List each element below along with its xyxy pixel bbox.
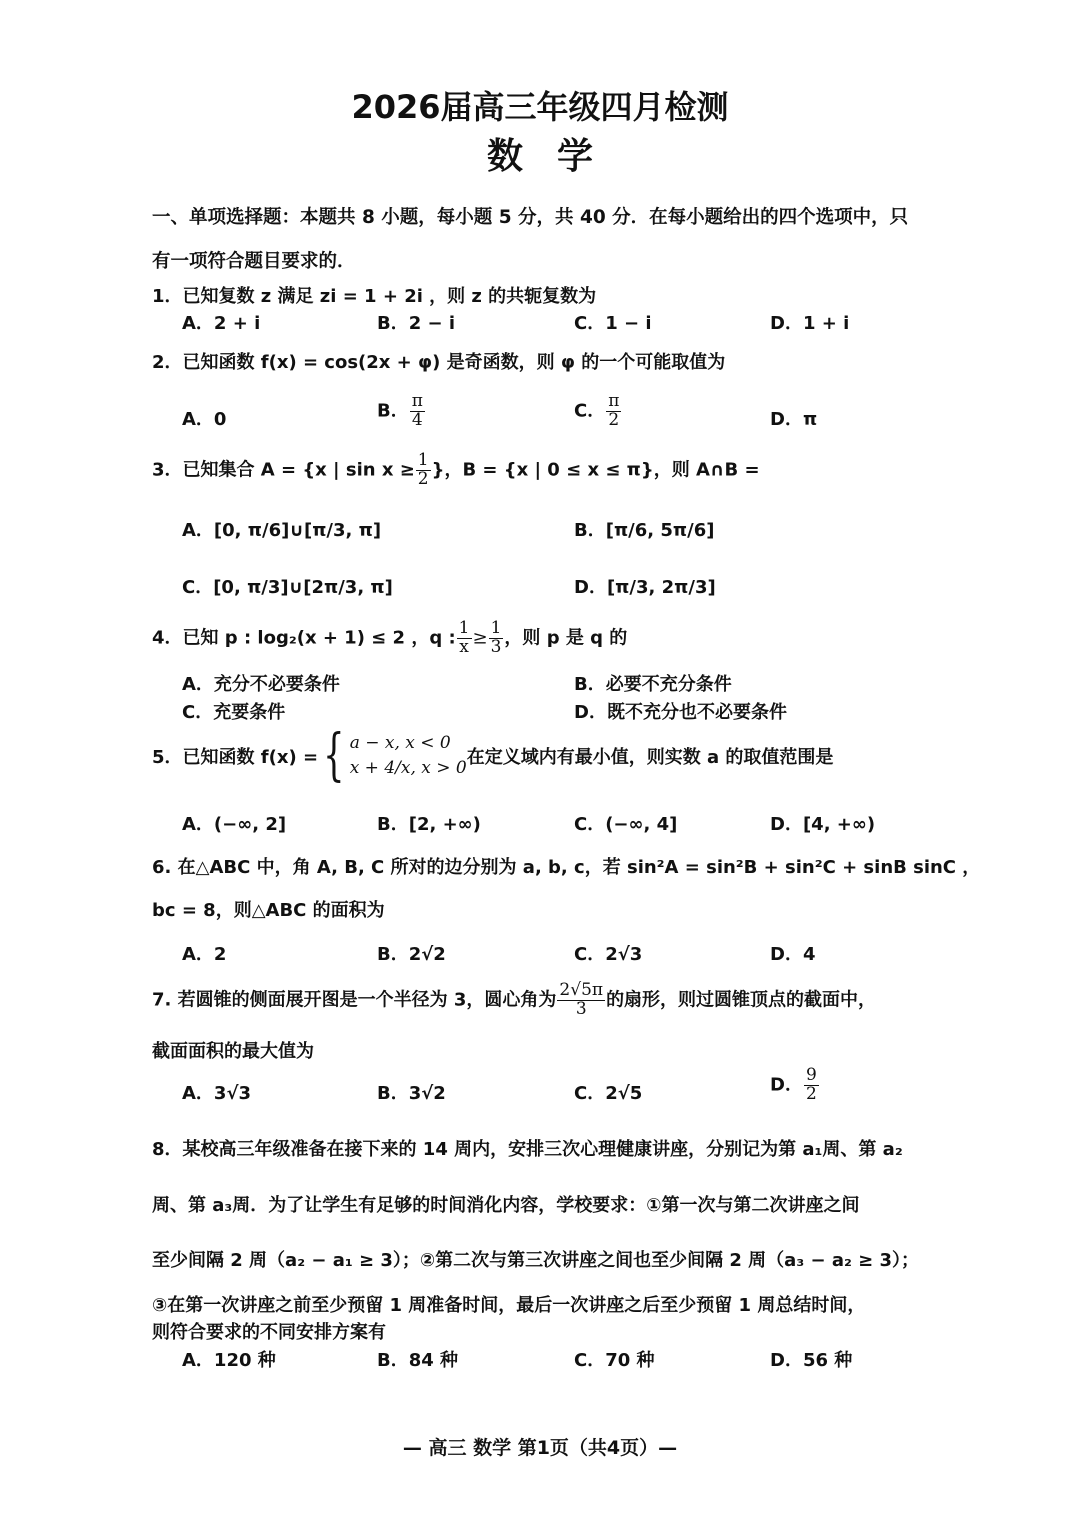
q8-option-a: A．120 种: [182, 1350, 276, 1371]
q6-option-a: A．2: [182, 944, 227, 965]
q6-option-c: C．2√3: [574, 944, 643, 965]
q6-stem-line2: bc = 8，则△ABC 的面积为: [152, 900, 385, 921]
q8-stem-line1: 8．某校高三年级准备在接下来的 14 周内，安排三次心理健康讲座，分别记为第 a₁周、第 a₂: [152, 1139, 903, 1160]
q5-option-b: B．[2, +∞): [377, 814, 481, 835]
q7-option-c: C．2√5: [574, 1083, 643, 1104]
q4-option-d: D．既不充分也不必要条件: [574, 702, 787, 723]
q3-stem: 3．已知集合 A = {x | sin x ≥ $\frac{1}{2}$ }，B = {x | 0 ≤ x ≤ π}，则 A∩B =: [152, 450, 760, 489]
q7-option-d: D． $\frac{9}{2}$: [770, 1065, 817, 1104]
q8-stem-line4: ③在第一次讲座之前至少预留 1 周准备时间，最后一次讲座之后至少预留 1 周总结时间，: [152, 1295, 866, 1316]
q2-option-d: D．π: [770, 409, 818, 430]
q8-option-c: C．70 种: [574, 1350, 655, 1371]
q2-option-b: B． $\frac{\pi}{4}$: [377, 391, 423, 430]
q8-option-d: D．56 种: [770, 1350, 853, 1371]
page-footer: — 高三 数学 第1页（共4页）—: [402, 1437, 678, 1459]
q7-option-a: A．3√3: [182, 1083, 251, 1104]
q1-stem: 1．已知复数 z 满足 zi = 1 + 2i ，则 z 的共轭复数为: [152, 286, 597, 307]
q4-option-c: C．充要条件: [182, 702, 286, 723]
q7-stem-line2: 截面面积的最大值为: [152, 1041, 314, 1062]
q8-option-b: B．84 种: [377, 1350, 459, 1371]
exam-title: 2026届高三年级四月检测: [351, 88, 729, 126]
section-instruction-line1: 一、单项选择题：本题共 8 小题，每小题 5 分，共 40 分．在每小题给出的四个选项中，只: [152, 207, 909, 228]
q6-option-d: D．4: [770, 944, 816, 965]
q1-option-b: B．2 − i: [377, 313, 456, 334]
q6-option-b: B．2√2: [377, 944, 446, 965]
q3-option-c: C．[0, π/3]∪[2π/3, π]: [182, 577, 393, 598]
q2-option-a: A．0: [182, 409, 227, 430]
q3-option-b: B．[π/6, 5π/6]: [574, 520, 715, 541]
q5-option-c: C．(−∞, 4]: [574, 814, 678, 835]
q5-option-a: A．(−∞, 2]: [182, 814, 287, 835]
q8-stem-line2: 周、第 a₃周．为了让学生有足够的时间消化内容，学校要求：①第一次与第二次讲座之间: [152, 1195, 860, 1216]
q7-stem-line1: 7. 若圆锥的侧面展开图是一个半径为 3，圆心角为 $\frac{2√5\pi}{3}$ 的扇形，则过圆锥顶点的截面中，: [152, 980, 877, 1019]
section-instruction-line2: 有一项符合题目要求的．: [152, 251, 356, 272]
q5-stem: 5．已知函数 f(x) = { a − x, x < 0 x + 4/x, x > 0 在定义域内有最小值，则实数 a 的取值范围是: [152, 723, 834, 788]
q4-stem: 4．已知 p : log₂(x + 1) ≤ 2 ，q : $\frac{1}{x}$ ≥ $\frac{1}{3}$ ，则 p 是 q 的: [152, 618, 628, 657]
q4-option-a: A．充分不必要条件: [182, 674, 340, 695]
q1-option-c: C．1 − i: [574, 313, 652, 334]
q8-stem-line3: 至少间隔 2 周（a₂ − a₁ ≥ 3）；②第二次与第三次讲座之间也至少间隔 2 周（a₃ − a₂ ≥ 3）；: [152, 1250, 919, 1271]
q1-option-a: A．2 + i: [182, 313, 261, 334]
piecewise-cases: a − x, x < 0 x + 4/x, x > 0: [349, 733, 467, 778]
q6-stem-line1: 6. 在△ABC 中，角 A, B, C 所对的边分别为 a, b, c，若 sin²A = sin²B + sin²C + sinB sinC ，: [152, 857, 981, 878]
q1-option-d: D．1 + i: [770, 313, 850, 334]
q2-option-c: C． $\frac{\pi}{2}$: [574, 391, 620, 430]
piecewise-brace: {: [323, 723, 345, 788]
q7-option-b: B．3√2: [377, 1083, 446, 1104]
q8-stem-line5: 则符合要求的不同安排方案有: [152, 1322, 386, 1343]
q4-option-b: B．必要不充分条件: [574, 674, 732, 695]
q3-option-d: D．[π/3, 2π/3]: [574, 577, 716, 598]
subject-title: 数学: [486, 136, 627, 177]
q2-stem: 2．已知函数 f(x) = cos(2x + φ) 是奇函数，则 φ 的一个可能取值为: [152, 352, 726, 373]
q5-option-d: D．[4, +∞): [770, 814, 876, 835]
q3-option-a: A．[0, π/6]∪[π/3, π]: [182, 520, 382, 541]
